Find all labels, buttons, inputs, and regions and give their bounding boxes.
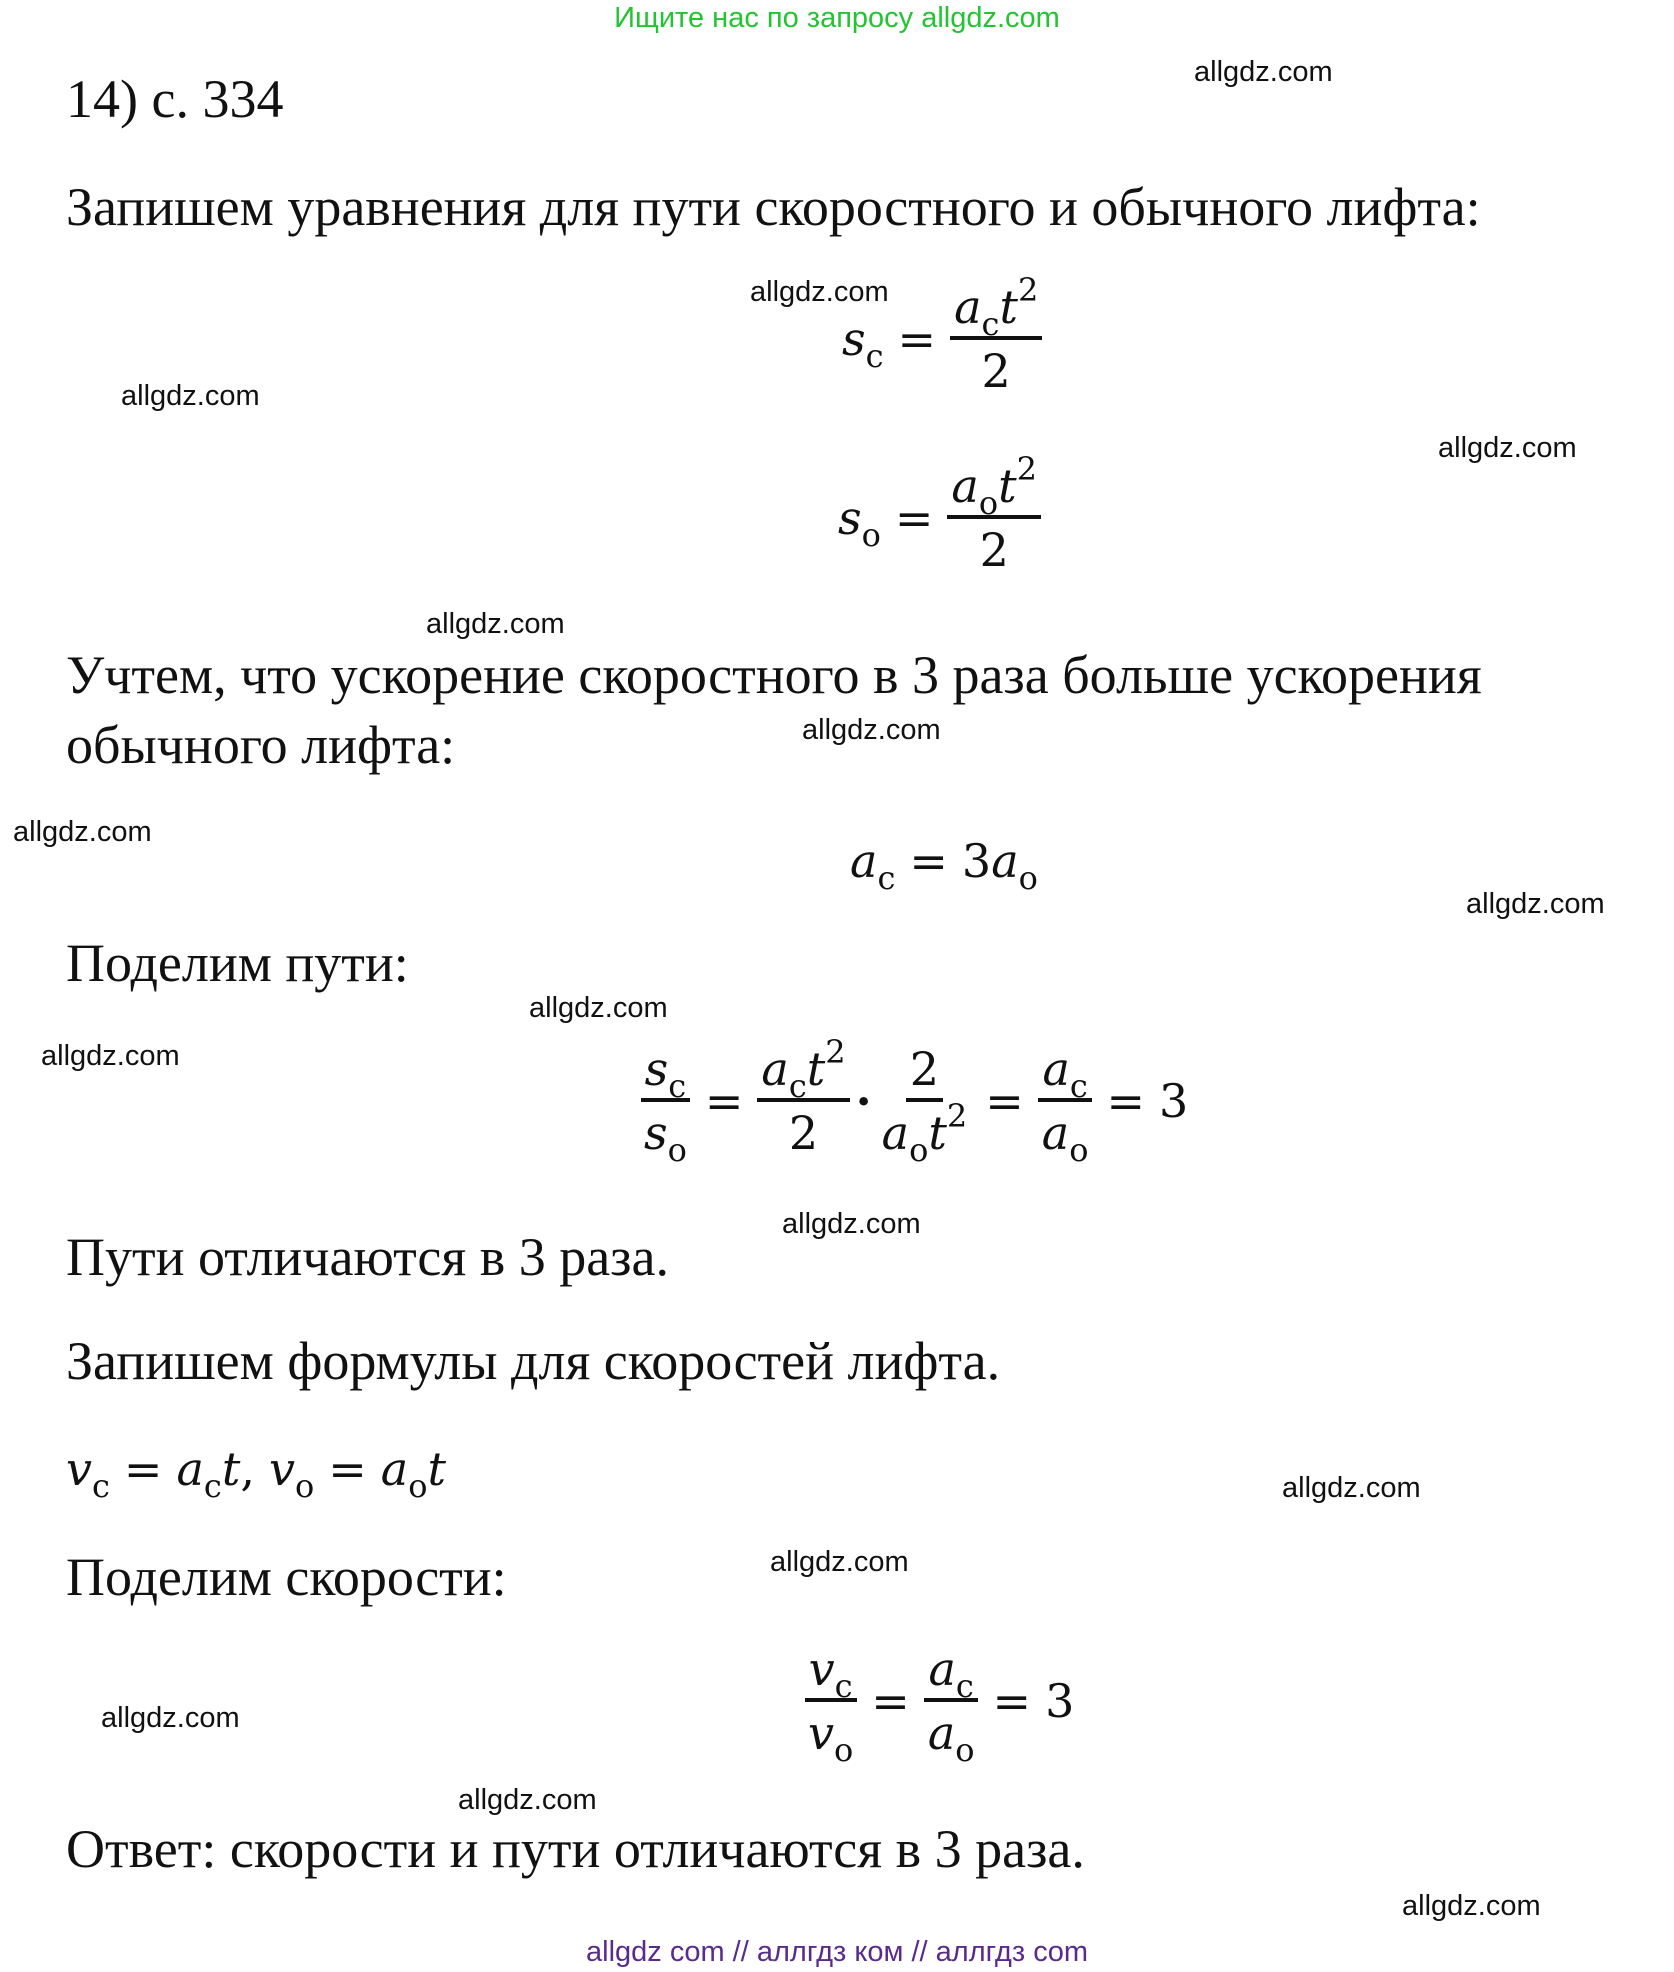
problem-number: 14) с. 334 [66, 69, 284, 129]
var-s: $s_о$ [838, 491, 881, 554]
formula-acceleration-ratio: $a_с$ = 3 $a_о$ [850, 834, 1038, 897]
paragraph-acceleration-line1: Учтем, что ускорение скоростного в 3 раза больше ускорения [66, 645, 1482, 705]
paragraph-paths-result: Пути отличаются в 3 раза. [66, 1227, 669, 1287]
footer-links[interactable]: allgdz com // аллгдз ком // аллгдз com [586, 1936, 1088, 1968]
watermark: allgdz.com [802, 714, 941, 746]
watermark: allgdz.com [1282, 1472, 1421, 1504]
formula-velocities: $v_с$ = $a_сt$ , $v_о$ = $a_оt$ [66, 1442, 446, 1505]
paragraph-acceleration-line2: обычного лифта: [66, 715, 456, 775]
watermark: allgdz.com [529, 992, 668, 1024]
watermark: allgdz.com [770, 1546, 909, 1578]
answer: Ответ: скорости и пути отличаются в 3 раза. [66, 1819, 1085, 1879]
fraction: $\frac{2}{a_оt^2}$ [881, 1042, 968, 1169]
watermark: allgdz.com [750, 276, 889, 308]
fraction: $\frac{a_сt^2}{2}$ [757, 1046, 849, 1156]
paragraph-velocity-formulas: Запишем формулы для скоростей лифта. [66, 1331, 1001, 1391]
watermark: allgdz.com [458, 1784, 597, 1816]
numerator: $a_сt^2$ [950, 284, 1042, 340]
watermark: allgdz.com [121, 380, 260, 412]
watermark: allgdz.com [1402, 1890, 1541, 1922]
watermark: allgdz.com [101, 1702, 240, 1734]
equals-sign: = [897, 312, 937, 366]
fraction: $\frac{s_с}{s_о}$ [640, 1046, 691, 1156]
watermark: allgdz.com [1466, 888, 1605, 920]
fraction: $\frac{a_с}{a_о}$ [1038, 1046, 1093, 1156]
watermark: allgdz.com [782, 1208, 921, 1240]
fraction [950, 271, 1042, 398]
paragraph-path-equations: Запишем уравнения для пути скоростного и обычного лифта: [66, 177, 1481, 237]
watermark: allgdz.com [1194, 56, 1333, 88]
formula-paths-ratio: $\frac{s_с}{s_о}$ = $\frac{a_сt^2}{2}$ · $\frac{2}{a_оt^2}$ = $\frac{a_с}{a_о}$ = 3 [640, 1046, 1188, 1156]
watermark: allgdz.com [426, 608, 565, 640]
denominator: 2 [979, 523, 1009, 577]
fraction: $\frac{a_с}{a_о}$ [924, 1646, 979, 1756]
equals-sign: = [894, 491, 934, 545]
var-s: $s_с$ [842, 312, 884, 375]
formula-velocities-ratio: $\frac{v_с}{v_о}$ = $\frac{a_с}{a_о}$ = 3 [804, 1646, 1074, 1756]
watermark: allgdz.com [1438, 432, 1577, 464]
numerator: $a_оt^2$ [947, 463, 1041, 519]
watermark: allgdz.com [41, 1040, 180, 1072]
denominator: 2 [981, 344, 1011, 398]
paragraph-divide-paths: Поделим пути: [66, 933, 409, 993]
paragraph-divide-velocities: Поделим скорости: [66, 1547, 507, 1607]
fraction: $\frac{v_с}{v_о}$ [804, 1646, 857, 1756]
fraction [947, 450, 1041, 577]
top-banner[interactable]: Ищите нас по запросу allgdz.com [614, 2, 1060, 34]
watermark: allgdz.com [13, 816, 152, 848]
formula-path-normal [838, 450, 1041, 577]
